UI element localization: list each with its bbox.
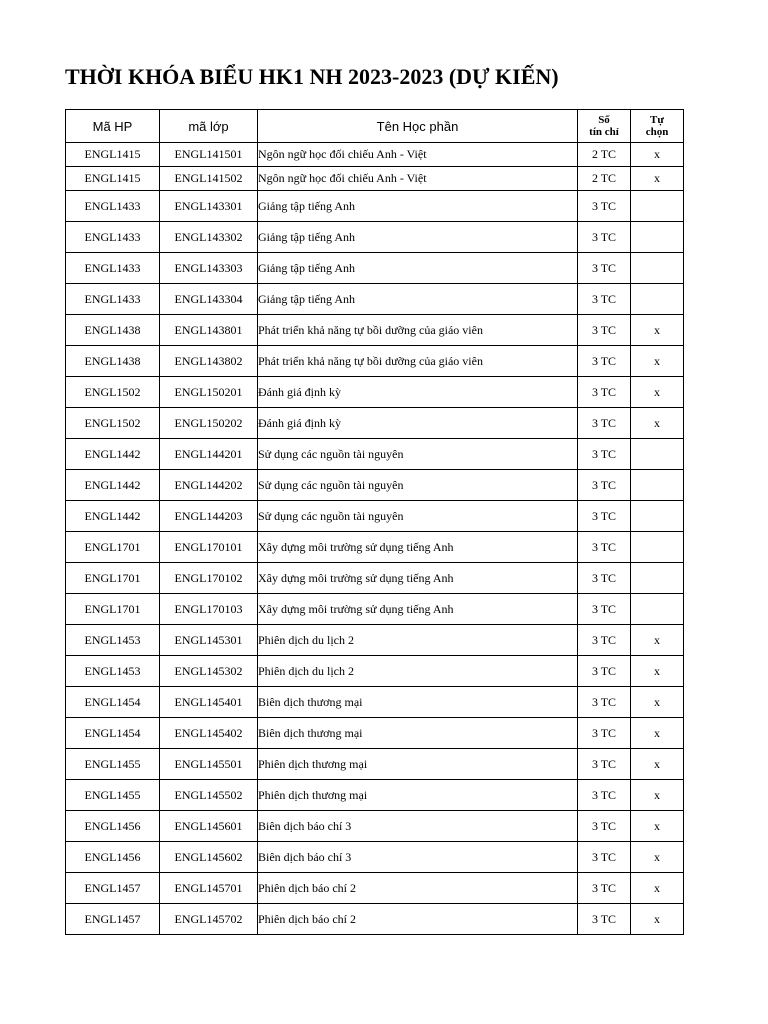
cell-ten-hoc-phan: Phát triển khả năng tự bồi dưỡng của giáo viên bbox=[258, 315, 578, 346]
cell-tu-chon: x bbox=[631, 625, 684, 656]
cell-ten-hoc-phan: Biên dịch báo chí 3 bbox=[258, 842, 578, 873]
cell-ma-lop: ENGL143304 bbox=[160, 284, 258, 315]
cell-so-tin-chi: 3 TC bbox=[578, 842, 631, 873]
cell-ma-hp: ENGL1456 bbox=[66, 842, 160, 873]
cell-ma-lop: ENGL143801 bbox=[160, 315, 258, 346]
header-ma-lop: mã lớp bbox=[160, 110, 258, 143]
cell-ma-hp: ENGL1455 bbox=[66, 780, 160, 811]
cell-tu-chon bbox=[631, 470, 684, 501]
cell-tu-chon bbox=[631, 253, 684, 284]
cell-tu-chon: x bbox=[631, 873, 684, 904]
table-row bbox=[66, 718, 684, 749]
cell-so-tin-chi: 3 TC bbox=[578, 563, 631, 594]
table-row bbox=[66, 501, 684, 532]
table-row bbox=[66, 687, 684, 718]
cell-ten-hoc-phan: Phiên dịch thương mại bbox=[258, 780, 578, 811]
cell-so-tin-chi: 3 TC bbox=[578, 222, 631, 253]
cell-ten-hoc-phan: Giảng tập tiếng Anh bbox=[258, 222, 578, 253]
table-row bbox=[66, 222, 684, 253]
cell-ma-lop: ENGL143301 bbox=[160, 191, 258, 222]
cell-ma-lop: ENGL170101 bbox=[160, 532, 258, 563]
cell-ma-lop: ENGL150202 bbox=[160, 408, 258, 439]
cell-tu-chon bbox=[631, 191, 684, 222]
cell-ma-lop: ENGL145602 bbox=[160, 842, 258, 873]
cell-ma-hp: ENGL1453 bbox=[66, 656, 160, 687]
cell-tu-chon bbox=[631, 501, 684, 532]
cell-ma-hp: ENGL1433 bbox=[66, 222, 160, 253]
cell-ten-hoc-phan: Xây dựng môi trường sử dụng tiếng Anh bbox=[258, 563, 578, 594]
table-row bbox=[66, 594, 684, 625]
cell-so-tin-chi: 3 TC bbox=[578, 904, 631, 935]
cell-ma-lop: ENGL145601 bbox=[160, 811, 258, 842]
table-header-row bbox=[66, 110, 684, 143]
cell-so-tin-chi: 3 TC bbox=[578, 191, 631, 222]
table-body bbox=[66, 143, 684, 935]
cell-ma-lop: ENGL145702 bbox=[160, 904, 258, 935]
cell-tu-chon: x bbox=[631, 315, 684, 346]
cell-so-tin-chi: 3 TC bbox=[578, 594, 631, 625]
cell-ma-lop: ENGL141501 bbox=[160, 143, 258, 167]
cell-ma-hp: ENGL1456 bbox=[66, 811, 160, 842]
table-row bbox=[66, 904, 684, 935]
cell-ma-lop: ENGL145302 bbox=[160, 656, 258, 687]
cell-ma-hp: ENGL1457 bbox=[66, 904, 160, 935]
cell-so-tin-chi: 2 TC bbox=[578, 167, 631, 191]
schedule-table bbox=[65, 109, 684, 935]
table-row bbox=[66, 470, 684, 501]
table-row bbox=[66, 749, 684, 780]
cell-tu-chon bbox=[631, 439, 684, 470]
cell-ma-lop: ENGL144203 bbox=[160, 501, 258, 532]
header-ma-hp: Mã HP bbox=[66, 110, 160, 143]
cell-ten-hoc-phan: Ngôn ngữ học đối chiếu Anh - Việt bbox=[258, 167, 578, 191]
cell-tu-chon: x bbox=[631, 687, 684, 718]
cell-ten-hoc-phan: Đánh giá định kỳ bbox=[258, 377, 578, 408]
cell-ten-hoc-phan: Giảng tập tiếng Anh bbox=[258, 191, 578, 222]
cell-ma-hp: ENGL1438 bbox=[66, 346, 160, 377]
cell-tu-chon: x bbox=[631, 656, 684, 687]
cell-ma-hp: ENGL1701 bbox=[66, 594, 160, 625]
cell-ma-hp: ENGL1433 bbox=[66, 191, 160, 222]
header-tu-chon bbox=[631, 110, 684, 143]
cell-ma-lop: ENGL170103 bbox=[160, 594, 258, 625]
cell-ma-hp: ENGL1457 bbox=[66, 873, 160, 904]
cell-ma-lop: ENGL143303 bbox=[160, 253, 258, 284]
cell-ten-hoc-phan: Sử dụng các nguồn tài nguyên bbox=[258, 439, 578, 470]
cell-ten-hoc-phan: Giảng tập tiếng Anh bbox=[258, 253, 578, 284]
cell-tu-chon: x bbox=[631, 904, 684, 935]
cell-tu-chon: x bbox=[631, 377, 684, 408]
cell-ma-hp: ENGL1433 bbox=[66, 253, 160, 284]
table-row bbox=[66, 253, 684, 284]
cell-tu-chon bbox=[631, 284, 684, 315]
cell-ma-hp: ENGL1502 bbox=[66, 377, 160, 408]
cell-so-tin-chi: 3 TC bbox=[578, 408, 631, 439]
cell-ma-hp: ENGL1442 bbox=[66, 501, 160, 532]
cell-ma-hp: ENGL1454 bbox=[66, 718, 160, 749]
header-tu-chon-line1: Tự bbox=[650, 114, 664, 126]
cell-so-tin-chi: 3 TC bbox=[578, 532, 631, 563]
cell-so-tin-chi: 3 TC bbox=[578, 377, 631, 408]
cell-tu-chon: x bbox=[631, 780, 684, 811]
cell-so-tin-chi: 3 TC bbox=[578, 718, 631, 749]
cell-ma-lop: ENGL144201 bbox=[160, 439, 258, 470]
cell-ten-hoc-phan: Đánh giá định kỳ bbox=[258, 408, 578, 439]
cell-ma-lop: ENGL144202 bbox=[160, 470, 258, 501]
cell-ten-hoc-phan: Phiên dịch báo chí 2 bbox=[258, 873, 578, 904]
table-row bbox=[66, 377, 684, 408]
cell-tu-chon: x bbox=[631, 346, 684, 377]
cell-so-tin-chi: 3 TC bbox=[578, 811, 631, 842]
cell-so-tin-chi: 2 TC bbox=[578, 143, 631, 167]
table-row bbox=[66, 284, 684, 315]
cell-ma-hp: ENGL1438 bbox=[66, 315, 160, 346]
cell-ten-hoc-phan: Biên dịch báo chí 3 bbox=[258, 811, 578, 842]
cell-ma-hp: ENGL1453 bbox=[66, 625, 160, 656]
cell-so-tin-chi: 3 TC bbox=[578, 439, 631, 470]
cell-ma-hp: ENGL1433 bbox=[66, 284, 160, 315]
table-row bbox=[66, 625, 684, 656]
cell-tu-chon bbox=[631, 532, 684, 563]
cell-tu-chon bbox=[631, 563, 684, 594]
cell-tu-chon: x bbox=[631, 408, 684, 439]
header-ten-hoc-phan: Tên Học phần bbox=[258, 110, 578, 143]
table-row bbox=[66, 408, 684, 439]
header-so-tin-chi-line2: tín chỉ bbox=[589, 126, 619, 138]
cell-so-tin-chi: 3 TC bbox=[578, 470, 631, 501]
cell-so-tin-chi: 3 TC bbox=[578, 625, 631, 656]
cell-ma-lop: ENGL145501 bbox=[160, 749, 258, 780]
table-row bbox=[66, 191, 684, 222]
table-row bbox=[66, 167, 684, 191]
table-row bbox=[66, 532, 684, 563]
cell-so-tin-chi: 3 TC bbox=[578, 501, 631, 532]
cell-ma-lop: ENGL145401 bbox=[160, 687, 258, 718]
cell-so-tin-chi: 3 TC bbox=[578, 253, 631, 284]
cell-ma-hp: ENGL1415 bbox=[66, 167, 160, 191]
cell-ma-hp: ENGL1415 bbox=[66, 143, 160, 167]
page-title: THỜI KHÓA BIỂU HK1 NH 2023-2023 (DỰ KIẾN) bbox=[65, 64, 559, 89]
cell-ma-lop: ENGL143802 bbox=[160, 346, 258, 377]
cell-so-tin-chi: 3 TC bbox=[578, 780, 631, 811]
cell-tu-chon: x bbox=[631, 718, 684, 749]
cell-ma-lop: ENGL143302 bbox=[160, 222, 258, 253]
cell-ten-hoc-phan: Giảng tập tiếng Anh bbox=[258, 284, 578, 315]
cell-so-tin-chi: 3 TC bbox=[578, 315, 631, 346]
table-row bbox=[66, 842, 684, 873]
cell-so-tin-chi: 3 TC bbox=[578, 284, 631, 315]
cell-ten-hoc-phan: Phiên dịch báo chí 2 bbox=[258, 904, 578, 935]
cell-ma-hp: ENGL1442 bbox=[66, 439, 160, 470]
cell-so-tin-chi: 3 TC bbox=[578, 346, 631, 377]
cell-ten-hoc-phan: Biên dịch thương mại bbox=[258, 687, 578, 718]
table-row bbox=[66, 346, 684, 377]
table-row bbox=[66, 873, 684, 904]
cell-so-tin-chi: 3 TC bbox=[578, 687, 631, 718]
cell-ten-hoc-phan: Phát triển khả năng tự bồi dưỡng của giáo viên bbox=[258, 346, 578, 377]
header-tu-chon-line2: chọn bbox=[645, 126, 669, 138]
cell-tu-chon bbox=[631, 222, 684, 253]
cell-ma-hp: ENGL1701 bbox=[66, 563, 160, 594]
cell-ma-hp: ENGL1701 bbox=[66, 532, 160, 563]
table-row bbox=[66, 780, 684, 811]
cell-ma-lop: ENGL141502 bbox=[160, 167, 258, 191]
cell-ten-hoc-phan: Sử dụng các nguồn tài nguyên bbox=[258, 501, 578, 532]
cell-tu-chon: x bbox=[631, 749, 684, 780]
cell-so-tin-chi: 3 TC bbox=[578, 656, 631, 687]
cell-so-tin-chi: 3 TC bbox=[578, 749, 631, 780]
cell-ma-lop: ENGL145502 bbox=[160, 780, 258, 811]
cell-ma-hp: ENGL1455 bbox=[66, 749, 160, 780]
cell-so-tin-chi: 3 TC bbox=[578, 873, 631, 904]
table-row bbox=[66, 143, 684, 167]
cell-ma-lop: ENGL145301 bbox=[160, 625, 258, 656]
table-row bbox=[66, 811, 684, 842]
cell-tu-chon: x bbox=[631, 143, 684, 167]
table-row bbox=[66, 656, 684, 687]
cell-ma-lop: ENGL145402 bbox=[160, 718, 258, 749]
cell-ma-lop: ENGL150201 bbox=[160, 377, 258, 408]
cell-ma-hp: ENGL1442 bbox=[66, 470, 160, 501]
header-so-tin-chi bbox=[578, 110, 631, 143]
cell-ten-hoc-phan: Xây dựng môi trường sử dụng tiếng Anh bbox=[258, 594, 578, 625]
cell-ten-hoc-phan: Biên dịch thương mại bbox=[258, 718, 578, 749]
cell-ma-lop: ENGL170102 bbox=[160, 563, 258, 594]
cell-ma-lop: ENGL145701 bbox=[160, 873, 258, 904]
cell-ten-hoc-phan: Phiên dịch thương mại bbox=[258, 749, 578, 780]
cell-ten-hoc-phan: Xây dựng môi trường sử dụng tiếng Anh bbox=[258, 532, 578, 563]
table-row bbox=[66, 315, 684, 346]
cell-ten-hoc-phan: Phiên dịch du lịch 2 bbox=[258, 656, 578, 687]
cell-ten-hoc-phan: Ngôn ngữ học đối chiếu Anh - Việt bbox=[258, 143, 578, 167]
table-row bbox=[66, 563, 684, 594]
cell-tu-chon: x bbox=[631, 811, 684, 842]
cell-ten-hoc-phan: Sử dụng các nguồn tài nguyên bbox=[258, 470, 578, 501]
cell-tu-chon: x bbox=[631, 842, 684, 873]
cell-ten-hoc-phan: Phiên dịch du lịch 2 bbox=[258, 625, 578, 656]
cell-ma-hp: ENGL1454 bbox=[66, 687, 160, 718]
cell-tu-chon: x bbox=[631, 167, 684, 191]
table-row bbox=[66, 439, 684, 470]
cell-tu-chon bbox=[631, 594, 684, 625]
cell-ma-hp: ENGL1502 bbox=[66, 408, 160, 439]
header-so-tin-chi-line1: Số bbox=[598, 114, 610, 126]
